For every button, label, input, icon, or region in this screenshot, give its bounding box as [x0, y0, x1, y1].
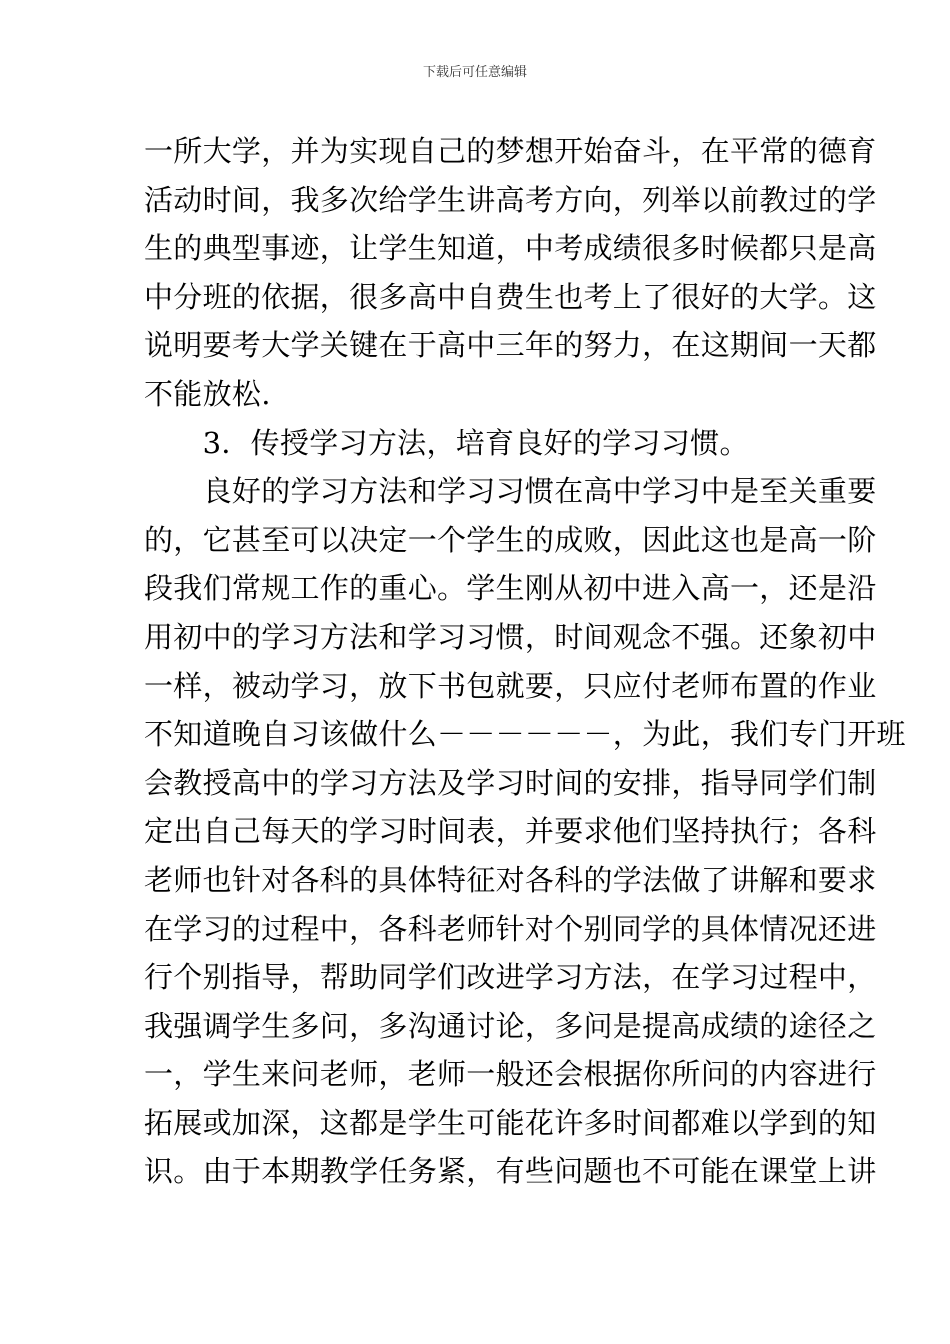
text-line: 中分班的依据，很多高中自费生也考上了很好的大学。这 — [144, 279, 877, 314]
text-line: 活动时间，我多次给学生讲高考方向，列举以前教过的学 — [144, 182, 877, 217]
text-line: 一所大学，并为实现自己的梦想开始奋斗，在平常的德育 — [144, 134, 877, 168]
text-line: 一，学生来问老师，老师一般还会根据你所问的内容进行 — [144, 1057, 877, 1092]
section-heading: 3．传授学习方法，培育良好的学习习惯。 — [144, 425, 749, 460]
text-line: 行个别指导，帮助同学们改进学习方法，在学习过程中， — [144, 960, 877, 995]
text-line: 不能放松. — [144, 376, 271, 411]
text-line: 用初中的学习方法和学习习惯，时间观念不强。还象初中 — [144, 619, 877, 654]
text-line: 会教授高中的学习方法及学习时间的安排，指导同学们制 — [144, 765, 877, 800]
text-line: 我强调学生多问，多沟通讨论，多问是提高成绩的途径之 — [144, 1008, 877, 1043]
text-line: 识。由于本期教学任务紧，有些问题也不可能在课堂上讲 — [144, 1154, 877, 1189]
text-line: 拓展或加深，这都是学生可能花许多时间都难以学到的知 — [144, 1105, 877, 1140]
text-line: 在学习的过程中，各科老师针对个别同学的具体情况还进 — [144, 911, 877, 946]
text-line: 老师也针对各科的具体特征对各科的学法做了讲解和要求 — [144, 862, 877, 897]
text-line: 的，它甚至可以决定一个学生的成败，因此这也是高一阶 — [144, 522, 877, 557]
text-line: 段我们常规工作的重心。学生刚从初中进入高一，还是沿 — [144, 571, 877, 606]
page-header: 下载后可任意编辑 — [422, 65, 527, 80]
text-line: 良好的学习方法和学习习惯在高中学习中是至关重要 — [144, 474, 877, 509]
text-line: 生的典型事迹，让学生知道，中考成绩很多时候都只是高 — [144, 231, 877, 266]
text-line: 一样，被动学习，放下书包就要，只应付老师布置的作业 — [144, 668, 877, 703]
text-line: 说明要考大学关键在于高中三年的努力，在这期间一天都 — [144, 328, 877, 363]
document-body — [144, 127, 906, 1196]
text-line: 不知道晚自习该做什么－－－－－－，为此，我们专门开班 — [144, 717, 906, 752]
text-line: 定出自己每天的学习时间表，并要求他们坚持执行；各科 — [144, 814, 877, 849]
